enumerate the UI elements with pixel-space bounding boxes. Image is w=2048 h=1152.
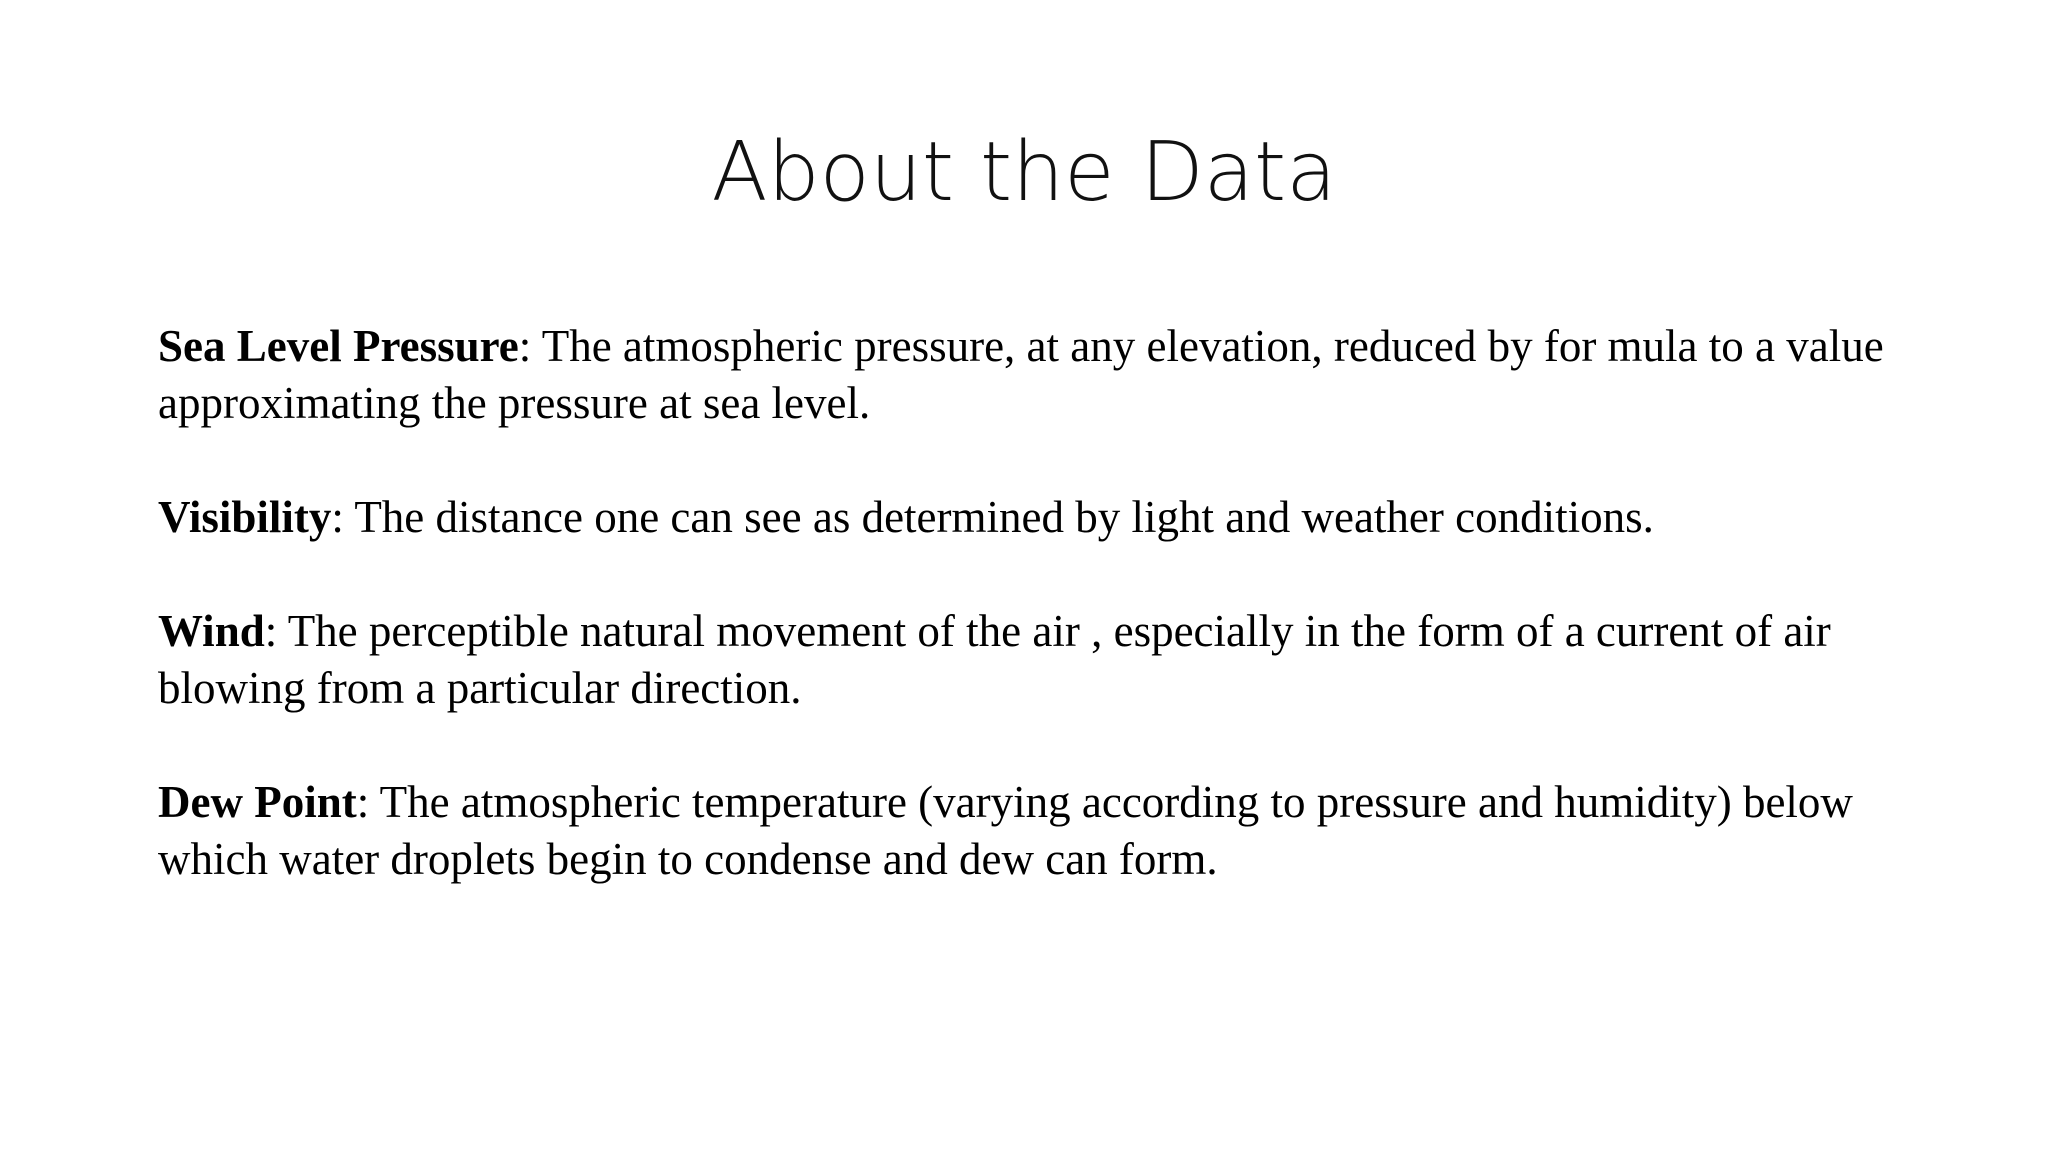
definition-text: : The distance one can see as determined by light and weather conditions. <box>331 492 1654 542</box>
definition-text: : The perceptible natural movement of the air , especially in the form of a current of air blowing from a particular direction. <box>158 606 1831 713</box>
definition-visibility <box>158 489 1898 546</box>
definition-text: : The atmospheric pressure, at any elevation, reduced by for mula to a value approximating the pressure at sea level. <box>158 321 1884 428</box>
definition-term: Sea Level Pressure <box>158 321 519 371</box>
definition-sea-level-pressure <box>158 318 1898 432</box>
definition-dew-point <box>158 774 1898 888</box>
definition-wind <box>158 603 1898 717</box>
definition-term: Visibility <box>158 492 332 542</box>
slide-title: About the Data <box>711 125 1337 220</box>
definition-term: Wind <box>158 606 265 656</box>
definitions-list <box>158 318 1898 945</box>
definition-text: : The atmospheric temperature (varying according to pressure and humidity) below which water droplets begin to condense and dew can form. <box>158 777 1853 884</box>
definition-term: Dew Point <box>158 777 357 827</box>
